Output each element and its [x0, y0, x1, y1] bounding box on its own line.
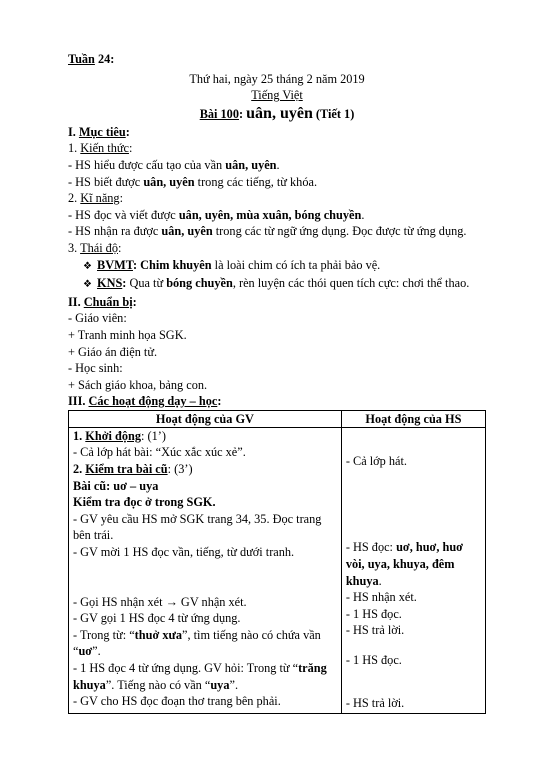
header-teacher: Hoạt động của GV	[69, 410, 342, 427]
g3c: GV nhận xét.	[177, 594, 247, 609]
section-preparation	[68, 294, 486, 311]
sec1-2-colon: :	[119, 191, 123, 206]
g5d: uơ	[78, 644, 93, 659]
bvmt-rest: là loài chim có ích ta phải bảo vệ.	[211, 257, 381, 272]
lesson-colon: :	[238, 106, 247, 121]
review-heading	[73, 461, 337, 478]
student-step: - HS nhận xét.	[345, 590, 417, 605]
student-step: - Cả lớp hát.	[345, 453, 407, 468]
k1-num: 1.	[73, 428, 86, 443]
h2c: .	[378, 573, 382, 588]
l3-c: .	[361, 207, 365, 222]
teacher-activities-cell	[69, 427, 342, 713]
teacher-step: - GV gọi 1 HS đọc 4 từ ứng dụng.	[73, 611, 241, 626]
section-objectives	[68, 124, 486, 141]
kns-rest: , rèn luyện các thói quen tích cực: chơi thể thao.	[232, 276, 470, 291]
l4-a: - HS nhận ra được	[68, 224, 162, 239]
lesson-name: uân, uyên	[246, 104, 313, 122]
subsection-attitude	[68, 240, 486, 257]
l3-a: - HS đọc và viết được	[68, 207, 179, 222]
g6c: ”. Tiếng nào có vần “	[105, 677, 211, 692]
teacher-step: - GV cho HS đọc đoạn thơ trang bên phải.	[73, 694, 281, 709]
sec1-3-colon: :	[117, 240, 122, 255]
h2a: - HS đọc:	[345, 540, 397, 555]
g5c: ”, tìm tiếng nào có chứa vần “	[73, 627, 321, 659]
warmup-heading	[73, 428, 337, 445]
kns-a: Qua từ	[129, 276, 167, 291]
week-heading	[68, 51, 486, 68]
sec3-title: Các hoạt động dạy – học	[88, 394, 218, 409]
g3a: - Gọi HS nhận xét	[73, 594, 166, 609]
sec3-colon: :	[217, 394, 222, 409]
week-number: 24:	[94, 52, 115, 66]
bvmt-colon: :	[132, 257, 141, 272]
l1-c: .	[276, 157, 280, 172]
sec1-roman: I.	[68, 124, 79, 139]
sec3-roman: III.	[68, 394, 89, 409]
activities-table	[68, 410, 486, 714]
g6d: uya	[210, 677, 230, 692]
k2-rest: : (3’)	[167, 462, 193, 477]
sec1-3-title: Thái độ	[80, 240, 118, 255]
teacher-step	[73, 627, 337, 660]
g5b: thuở xưa	[134, 627, 183, 642]
bvmt-line	[68, 257, 486, 276]
k1-rest: : (1’)	[140, 428, 166, 443]
table-header-row	[69, 410, 486, 427]
prep-item: + Sách giáo khoa, bảng con.	[68, 377, 208, 392]
student-activities-cell	[341, 427, 485, 713]
l4-c: trong các từ ngữ ứng dụng. Đọc được từ ứng dụng.	[212, 224, 467, 239]
kns-colon: :	[122, 276, 130, 291]
bvmt-label: BVMT	[97, 257, 133, 272]
k2-num: 2.	[73, 462, 86, 477]
knowledge-line-2	[68, 174, 486, 191]
knowledge-line-1	[68, 157, 486, 174]
sec1-2-num: 2.	[68, 191, 81, 206]
table-row	[69, 427, 486, 713]
warmup-line: - Cả lớp hát bài: “Xúc xắc xúc xẻ”.	[73, 445, 246, 460]
g6b: trăng khuya	[73, 661, 327, 692]
student-step: - HS trả lời.	[345, 623, 405, 638]
sec1-1-colon: :	[128, 141, 133, 156]
kns-label: KNS	[97, 276, 123, 291]
teacher-step	[73, 660, 337, 693]
lesson-label: Bài 100	[199, 106, 239, 121]
k2-title: Kiểm tra bài cũ	[85, 462, 168, 477]
l2-a: - HS biết được	[68, 174, 144, 189]
kns-line	[68, 275, 486, 294]
sec1-colon: :	[125, 124, 130, 139]
g6e: ”.	[229, 677, 239, 692]
arrow-right-icon: →	[165, 594, 178, 609]
teacher-step	[73, 594, 337, 611]
sec2-roman: II.	[68, 294, 84, 309]
student-step: - 1 HS đọc.	[345, 653, 402, 668]
prep-item: + Tranh minh họa SGK.	[68, 327, 187, 342]
student-step: - HS trả lời.	[345, 695, 405, 710]
teacher-step: - GV yêu cầu HS mở SGK trang 34, 35. Đọc trang bên trái.	[73, 511, 322, 543]
l1-b: uân, uyên	[225, 157, 277, 172]
student-step	[346, 539, 481, 589]
subject-line: Tiếng Việt	[251, 88, 303, 103]
subsection-skills	[68, 190, 486, 207]
section-activities	[68, 393, 486, 410]
l1-a: - HS hiểu được cấu tạo của vần	[68, 157, 226, 172]
l4-b: uân, uyên	[161, 224, 213, 239]
prep-item: - Học sinh:	[68, 361, 123, 376]
sec1-1-title: Kiến thức	[80, 141, 129, 156]
kns-bold: bóng chuyền	[166, 276, 233, 291]
header-student: Hoạt động của HS	[341, 410, 485, 427]
g5e: ”.	[92, 644, 101, 659]
prep-item: - Giáo viên:	[68, 311, 127, 326]
diamond-bullet-icon: ❖	[83, 279, 92, 291]
skills-line-1	[68, 207, 486, 224]
prep-item: + Giáo án điện tử.	[68, 344, 158, 359]
sec1-title: Mục tiêu	[78, 124, 126, 139]
lesson-title	[68, 104, 486, 124]
bvmt-bold: Chim khuyên	[140, 257, 212, 272]
sec2-title: Chuẩn bị	[83, 294, 133, 309]
g5a: - Trong từ: “	[73, 627, 135, 642]
check-reading: Kiểm tra đọc ở trong SGK.	[73, 495, 216, 510]
teacher-step: - GV mời 1 HS đọc vần, tiếng, từ dưới tranh.	[73, 545, 295, 560]
h2b: uơ, huơ, huơ vòi, uya, khuya, đêm khuya	[345, 540, 463, 588]
sec1-3-num: 3.	[68, 240, 81, 255]
lesson-part: (Tiết 1)	[312, 106, 355, 121]
date-line: Thứ hai, ngày 25 tháng 2 năm 2019	[189, 71, 365, 86]
sec1-1-num: 1.	[68, 141, 81, 156]
lesson-plan-page	[68, 51, 486, 714]
skills-line-2	[68, 223, 486, 240]
week-label: Tuần	[68, 52, 95, 66]
sec2-colon: :	[132, 294, 137, 309]
student-step: - 1 HS đọc.	[345, 606, 402, 621]
g6a: - 1 HS đọc 4 từ ứng dụng. GV hỏi: Trong từ “	[73, 661, 299, 675]
k1-title: Khởi động	[85, 428, 141, 443]
diamond-bullet-icon: ❖	[83, 260, 92, 272]
sec1-2-title: Kĩ năng	[80, 191, 120, 206]
old-lesson: Bài cũ: uơ – uya	[73, 478, 159, 493]
l2-c: trong các tiếng, từ khóa.	[194, 174, 318, 189]
l3-b: uân, uyên, mùa xuân, bóng chuyền	[178, 207, 362, 222]
l2-b: uân, uyên	[143, 174, 195, 189]
subsection-knowledge	[68, 140, 486, 157]
